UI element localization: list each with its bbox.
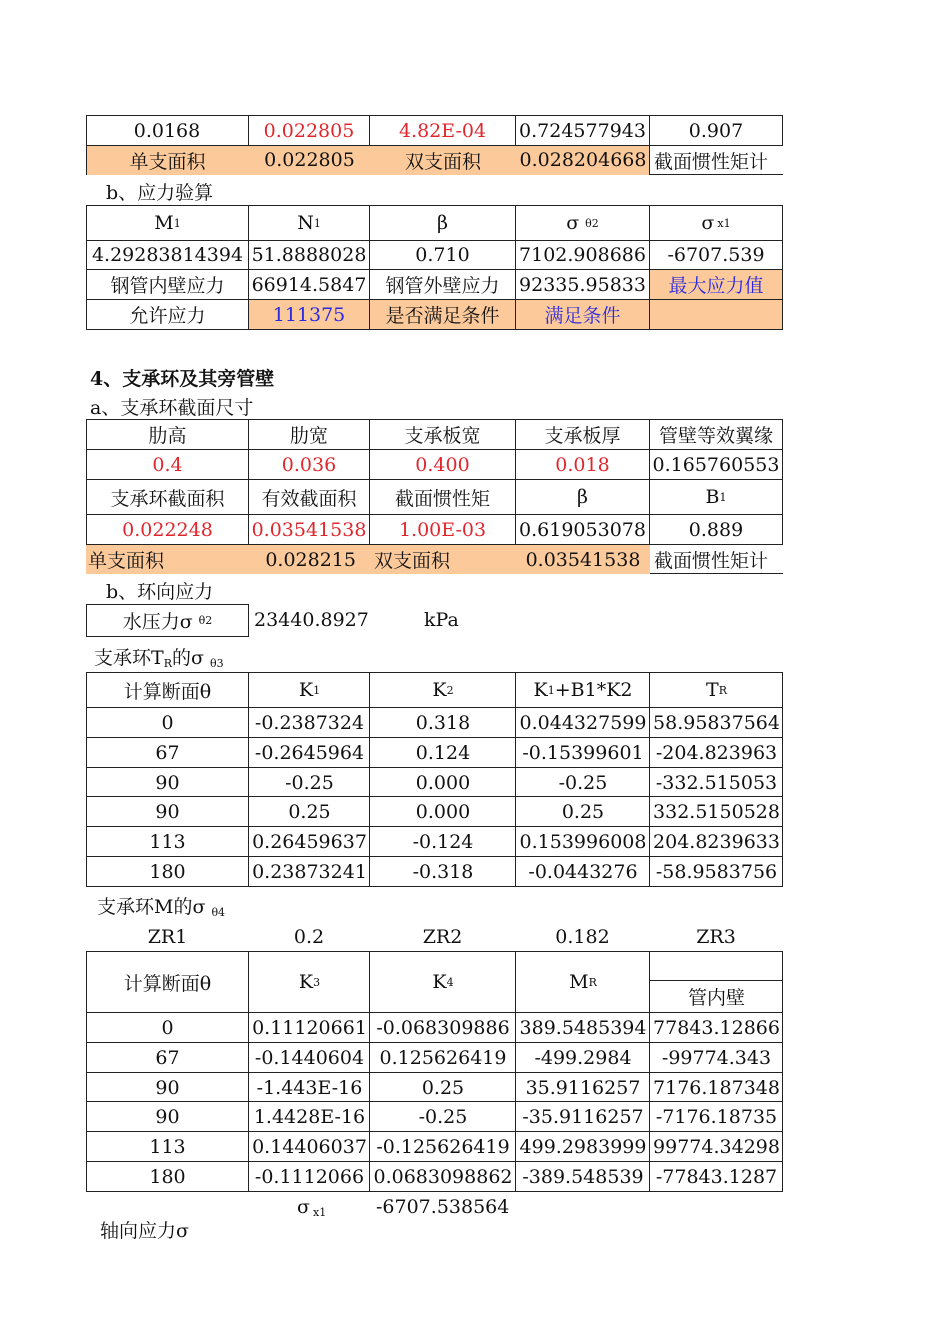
empty-orange-cell (650, 300, 782, 329)
section-4a-title: a、支承环截面尺寸 (90, 397, 254, 419)
zr1-label: ZR1 (147, 926, 188, 948)
m-table-cell: 0 (161, 1016, 174, 1039)
tr-table-title: 支承环$T_R$的σ $_{\theta 3}$ (94, 647, 224, 670)
grid-line (86, 1191, 783, 1192)
m-table-cell: -0.1440604 (254, 1046, 365, 1069)
m-table-title: 支承环M的σ $_{\theta 4}$ (97, 896, 226, 919)
grid-line (369, 951, 370, 1191)
tr-table-cell: 0.25 (288, 800, 331, 823)
ring-header-flange: 管壁等效翼缘 (658, 425, 773, 447)
ring-single-area-label: 单支面积 (86, 545, 249, 574)
tr-table-cell: 58.95837564 (653, 711, 780, 734)
m-table-cell: -0.068309886 (376, 1016, 510, 1039)
tr-table-cell: 90 (155, 800, 180, 823)
max-stress-label: 最大应力值 (650, 270, 782, 299)
top-cell-4: 0.907 (688, 119, 744, 142)
tr-table-cell: 0.23873241 (252, 860, 367, 883)
stress-header-n1: N 1 (297, 212, 321, 234)
tr-table-cell: 0.044327599 (519, 711, 647, 734)
m-table-cell: 67 (155, 1046, 180, 1069)
inner-wall-stress-value: 66914.5847 (251, 273, 367, 296)
m-table-cell: 7176.187348 (653, 1076, 780, 1099)
ring-header-rib-height: 肋高 (148, 425, 187, 447)
ring-value-rib-width: 0.036 (281, 453, 337, 476)
ring-value-beta: 0.619053078 (519, 518, 646, 541)
ring-value-flange: 0.165760553 (652, 453, 780, 476)
grid-line (782, 672, 783, 886)
condition-label: 是否满足条件 (370, 300, 515, 329)
m-table-cell: 0.25 (421, 1076, 465, 1099)
stress-sigma-x1-value: -6707.539 (667, 244, 765, 266)
ring-header-section-area: 支承环截面积 (110, 487, 225, 510)
allowable-stress-label: 允许应力 (129, 305, 206, 327)
grid-line (248, 672, 249, 886)
tr-table-cell: -332.515053 (655, 771, 778, 794)
m-header-k3 (250, 952, 369, 1012)
m-table-cell: 77843.12866 (653, 1016, 780, 1039)
m-table-cell: -99774.343 (661, 1046, 772, 1069)
section-4b-title: b、环向应力 (106, 581, 214, 603)
single-area-label: 单支面积 (86, 145, 249, 175)
m-table-cell: -0.125626419 (376, 1135, 510, 1158)
zr2-label: ZR2 (422, 926, 463, 948)
tr-table-cell: -0.2387324 (254, 711, 365, 734)
ring-double-area-value: 0.03541538 (516, 545, 650, 574)
ring-value-plate-width: 0.400 (415, 453, 470, 476)
top-cell-1: 0.022805 (263, 119, 355, 142)
grid-line (649, 951, 650, 1191)
m-table-cell: -7176.18735 (655, 1105, 778, 1128)
m-header-k4-text: K (432, 971, 447, 993)
allowable-stress-value: 111375 (249, 300, 369, 329)
m-table-cell: 90 (155, 1105, 180, 1128)
tr-table-cell: -0.15399601 (522, 741, 644, 764)
ring-header-inertia: 截面惯性矩 (394, 487, 490, 510)
inner-wall-stress-label: 钢管内壁应力 (110, 275, 225, 297)
ring-double-area-label: 双支面积 (370, 545, 516, 574)
sigma-x1-value: -6707.538564 (376, 1196, 510, 1218)
stress-n1-value: 51.8888028 (251, 244, 367, 266)
ring-header-beta: β (577, 486, 588, 508)
stress-sigma-theta2-value: 7102.908686 (519, 244, 646, 266)
grid-line (782, 951, 783, 1191)
ring-value-rib-height: 0.4 (152, 453, 183, 476)
tr-table-cell: 0.153996008 (519, 830, 647, 853)
m-header-k3-sub: 3 (313, 975, 321, 989)
m-table-cell: -35.9116257 (522, 1105, 644, 1128)
m-table-cell: 180 (149, 1165, 186, 1188)
axial-stress-label-clip (100, 1218, 300, 1242)
axial-stress-label: 轴向应力σ (100, 1220, 189, 1242)
water-pressure-label: 水压力σ θ2 (122, 611, 213, 633)
grid-line (86, 886, 783, 887)
tr-table-cell: 113 (149, 830, 186, 853)
ring-inertia-label: 截面惯性矩计 (654, 550, 769, 572)
tr-table-cell: 0.124 (415, 741, 471, 764)
stress-header-beta: β (437, 212, 448, 234)
tr-table-cell: -204.823963 (655, 741, 778, 764)
tr-table-cell: -0.318 (412, 860, 474, 883)
tr-header-k-combo (517, 673, 649, 707)
m-table-cell: 113 (149, 1135, 186, 1158)
tr-header-k1-sub: 1 (313, 683, 321, 697)
m-table-cell: 90 (155, 1076, 180, 1099)
water-pressure-value: 23440.8927 (254, 609, 369, 631)
sigma-x1-label: σ $_{x1}$ (297, 1196, 327, 1219)
ring-header-rib-width: 肋宽 (289, 425, 328, 447)
m-table-cell: 499.2983999 (519, 1135, 647, 1158)
tr-header-k2 (371, 673, 515, 707)
m-table-cell: 0.14406037 (252, 1135, 367, 1158)
tr-table-cell: 0 (161, 711, 174, 734)
section-b-stress-title: b、应力验算 (106, 182, 214, 204)
m-table-cell: -0.1112066 (254, 1165, 365, 1188)
m-table-cell: -499.2984 (534, 1046, 632, 1069)
m-table-cell: 99774.34298 (653, 1135, 780, 1158)
grid-line (369, 672, 370, 886)
tr-table-cell: 0.000 (415, 771, 471, 794)
ring-header-plate-thickness: 支承板厚 (544, 425, 621, 447)
m-header-k4-sub: 4 (446, 975, 454, 989)
tr-table-cell: -58.9583756 (655, 860, 778, 883)
tr-header-theta: 计算断面θ (123, 680, 212, 703)
stress-beta-value: 0.710 (415, 244, 470, 266)
tr-table-cell: 0.26459637 (252, 830, 367, 853)
water-pressure-unit: kPa (424, 609, 459, 631)
m-table-cell: -0.25 (418, 1105, 468, 1128)
m-table-cell: 1.4428E-16 (253, 1105, 366, 1128)
tr-table-cell: 0.000 (415, 800, 471, 823)
stress-header-sigma-theta2: σ θ2 (566, 212, 599, 234)
grid-line (248, 951, 249, 1191)
outer-wall-stress-value: 92335.95833 (519, 273, 646, 296)
double-area-value: 0.028204668 (516, 145, 650, 175)
m-header-k4 (371, 952, 515, 1012)
m-table-cell: -1.443E-16 (256, 1076, 363, 1099)
m-table-cell: 0.125626419 (379, 1046, 507, 1069)
zr3-label: ZR3 (696, 926, 736, 948)
inertia-label: 截面惯性矩计 (654, 150, 769, 173)
tr-header-k-combo-text: K (533, 679, 548, 701)
outer-wall-stress-label: 钢管外壁应力 (385, 275, 500, 297)
ring-header-plate-width: 支承板宽 (404, 425, 481, 447)
tr-header-tr (651, 673, 782, 707)
stress-header-m1: M 1 (154, 212, 181, 234)
stress-m1-value: 4.29283814394 (91, 244, 244, 266)
tr-table-cell: -0.2645964 (254, 741, 365, 764)
section-4-title: 4、支承环及其旁管壁 (90, 368, 275, 390)
condition-value: 满足条件 (516, 300, 649, 329)
tr-table-cell: 204.8239633 (653, 830, 780, 853)
m-table-cell: -77843.1287 (655, 1165, 778, 1188)
m-header-mr (517, 952, 649, 1012)
top-cell-2: 4.82E-04 (398, 119, 487, 142)
double-area-label: 双支面积 (370, 145, 516, 175)
tr-table-cell: -0.0443276 (528, 860, 638, 883)
top-cell-0: 0.0168 (133, 119, 201, 142)
zr1-value: 0.2 (293, 926, 325, 948)
m-table-cell: -389.548539 (522, 1165, 644, 1188)
tr-table-cell: 332.5150528 (653, 800, 780, 823)
zr2-value: 0.182 (555, 926, 610, 948)
m-header-mr-text: M (569, 971, 589, 993)
tr-header-tr-sub: R (718, 683, 727, 697)
ring-value-inertia: 1.00E-03 (398, 518, 487, 541)
single-area-value: 0.022805 (249, 145, 370, 175)
tr-header-k-combo-sub: 1 (547, 683, 555, 697)
m-header-inner-wall: 管内壁 (687, 987, 745, 1009)
stress-header-sigma-x1: σ x1 (701, 212, 731, 234)
tr-header-k1-text: K (298, 679, 314, 701)
ring-header-effective-area: 有效截面积 (261, 487, 357, 510)
tr-table-cell: 90 (155, 771, 180, 794)
tr-table-cell: -0.25 (558, 771, 608, 794)
ring-value-section-area: 0.022248 (122, 518, 213, 541)
ring-value-effective-area: 0.03541538 (251, 518, 367, 541)
tr-table-cell: 180 (149, 860, 186, 883)
ring-single-area-value: 0.028215 (249, 545, 370, 574)
tr-table-cell: -0.25 (285, 771, 334, 794)
grid-line (649, 672, 650, 886)
grid-line (515, 951, 516, 1191)
m-header-k3-text: K (298, 971, 314, 993)
tr-table-cell: 67 (155, 741, 180, 764)
grid-line (515, 672, 516, 886)
m-table-cell: 35.9116257 (525, 1076, 641, 1099)
tr-header-k-combo-rest: +B1*K2 (554, 679, 633, 701)
m-header-mr-sub: R (588, 975, 597, 989)
tr-header-k2-sub: 2 (446, 683, 454, 697)
ring-value-plate-thickness: 0.018 (555, 453, 610, 476)
tr-header-k1 (250, 673, 369, 707)
tr-table-cell: -0.124 (412, 830, 474, 853)
top-cell-3: 0.724577943 (519, 119, 646, 142)
ring-header-b1: B 1 (705, 486, 727, 508)
tr-table-cell: 0.25 (561, 800, 605, 823)
tr-header-tr-text: T (706, 679, 719, 701)
ring-value-b1: 0.889 (688, 518, 744, 541)
tr-table-cell: 0.318 (415, 711, 471, 734)
m-table-cell: 389.5485394 (519, 1016, 647, 1039)
m-table-cell: 0.11120661 (252, 1016, 367, 1039)
m-header-theta: 计算断面θ (123, 972, 212, 995)
m-table-cell: 0.0683098862 (373, 1165, 513, 1188)
tr-header-k2-text: K (432, 679, 447, 701)
